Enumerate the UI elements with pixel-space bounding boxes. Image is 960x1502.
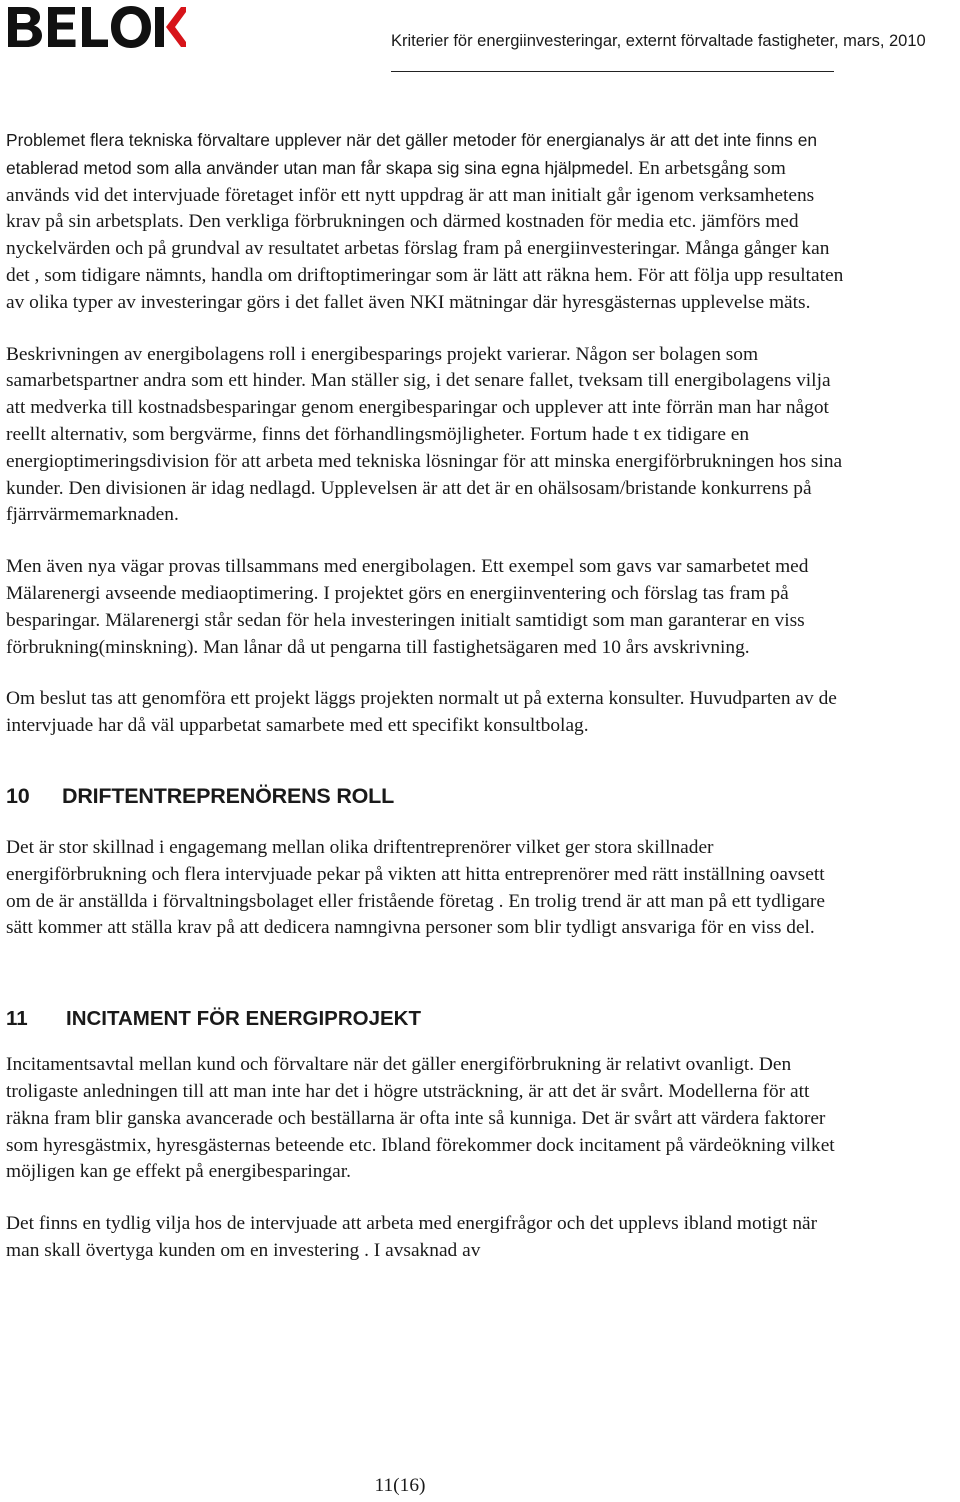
paragraph: Om beslut tas att genomföra ett projekt läggs projekten normalt ut på externa konsulter. Huvudparten av de intervjuade har då väl upparbetat samarbete med ett specifikt konsultbolag. (6, 688, 837, 737)
paragraph-rest: En arbetsgång som används vid det intervjuade företaget inför ett nytt uppdrag är att man initialt går igenom verksamhetens krav på sin arbetsplats. Den verkliga förbrukningen och därmed kostnaden för media etc. jämförs med nyckelvärden och på grundval av resultatet arbetas förslag fram på energiinvesteringar. Många gånger kan det , som tidigare nämnts, handla om driftoptimeringar som är lätt att räkna hem. För att följa upp resultaten av olika typer av investeringar görs i det fallet även NKI mätningar där hyresgästernas upplevelse mäts. (6, 157, 844, 313)
paragraph (6, 127, 846, 317)
section-number: 11 (6, 1007, 28, 1031)
section-title: DRIFTENTREPRENÖRENS ROLL (62, 783, 395, 808)
section-heading-10 (6, 783, 846, 809)
page-number: 11(16) (374, 1475, 426, 1496)
paragraph: Incitamentsavtal mellan kund och förvaltare när det gäller energiförbrukning är relativt ovanligt. Den troligaste anledningen till att man inte har det i högre utsträckning, är att det är svårt. Modellerna för att räkna fram blir ganska avancerade och beställarna är ofta inte så kunniga. Det är svårt att värdera faktorer som hyresgästmix, hyresgästernas beteende etc. Ibland förekommer dock incitament på värdeökning vilket möjligen kan ge effekt på energibesparingar. (6, 1054, 835, 1183)
section-title: INCITAMENT FÖR ENERGIPROJEKT (66, 1007, 421, 1031)
page-content (6, 127, 846, 1265)
paragraph: Det finns en tydlig vilja hos de intervjuade att arbeta med energifrågor och det upplevs ibland motigt när man skall övertyga kunden om en investering . I avsaknad av (6, 1213, 818, 1261)
paragraph: Det är stor skillnad i engagemang mellan olika driftentreprenörer vilket ger stora skillnader energiförbrukning och flera intervjuade pekar på vikten att hitta entreprenörer med rätt inställning oavsett om de är anställda i förvaltningsbolaget eller fristående företag . En trolig trend är att man på ett tydligare sätt kommer att ställa krav på att dedicera namngivna personer som blir tydligt ansvariga för en viss del. (6, 836, 825, 939)
header-divider (391, 71, 834, 72)
belok-logo (6, 4, 186, 50)
page-header (0, 0, 960, 80)
section-number: 10 (6, 783, 30, 808)
section-heading-11 (6, 1006, 846, 1032)
document-title: Kriterier för energiinvesteringar, externt förvaltade fastigheter, mars, 2010 (391, 32, 926, 50)
paragraph: Beskrivningen av energibolagens roll i energibesparings projekt varierar. Någon ser bolagen som samarbetspartner andra som ett hinder. Man ställer sig, i det senare fallet, tveksam till energibolagens vilja att medverka till kostnadsbesparingar genom energibesparingar och upplever att inte förrän man har något reellt alternativ, som bergvärme, finns det förhandlingsmöjligheter. Fortum hade t ex tidigare en energioptimeringsdivision för att arbeta med tekniska lösningar för att minska energiförbrukningen hos sina kunder. Den divisionen är idag nedlagd. Upplevelsen är att det är en ohälsosam/bristande konkurrens på fjärrvärmemarknaden. (6, 343, 843, 526)
paragraph-lead: Problemet flera tekniska förvaltare upplever när det gäller metoder för energianalys är att det inte finns en etablerad metod som alla använder utan man får skapa sig sina egna hjälpmedel. (6, 130, 818, 178)
paragraph: Men även nya vägar provas tillsammans med energibolagen. Ett exempel som gavs var samarbetet med Mälarenergi avseende mediaoptimering. I projektet görs en energiinventering och förslag tas fram på besparingar. Mälarenergi står sedan för hela investeringen initialt samtidigt som man garanterar en viss förbrukning(minskning). Man lånar då ut pengarna till fastighetsägaren med 10 års avskrivning. (6, 556, 809, 658)
